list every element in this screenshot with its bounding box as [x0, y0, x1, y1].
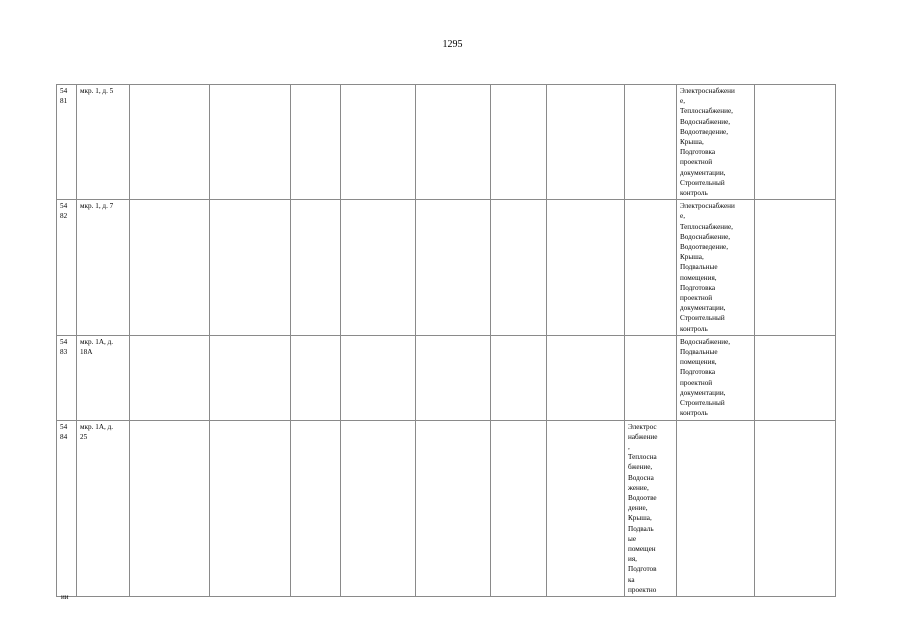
page-number: 1295 [442, 39, 463, 50]
address-cell: мкр. 1, д. 5 [77, 85, 130, 200]
empty-cell [416, 335, 491, 420]
empty-cell [491, 85, 547, 200]
table-row [57, 200, 836, 336]
empty-cell [416, 200, 491, 336]
empty-cell [755, 420, 836, 596]
empty-cell [130, 335, 210, 420]
work-types-cell: Электроснабжени е, Теплоснабжение, Водоснабжение, Водоотведение, Крыша, Подвальные помещения, Подготовка проектной документации, Строительный контроль [677, 200, 755, 336]
empty-cell [547, 85, 625, 200]
empty-cell [341, 420, 416, 596]
work-types-cell [677, 420, 755, 596]
empty-cell [416, 85, 491, 200]
empty-cell [491, 200, 547, 336]
empty-cell [341, 85, 416, 200]
empty-cell [547, 200, 625, 336]
empty-cell [755, 335, 836, 420]
empty-cell [416, 420, 491, 596]
repair-schedule-table [56, 84, 836, 597]
page-footer-text: ии [61, 593, 69, 601]
empty-cell [291, 420, 341, 596]
row-number-cell: 54 83 [57, 335, 77, 420]
table-row [57, 335, 836, 420]
row-number-cell: 54 81 [57, 85, 77, 200]
empty-cell [130, 85, 210, 200]
empty-cell [210, 335, 291, 420]
empty-cell [491, 420, 547, 596]
work-types-narrow-cell [625, 85, 677, 200]
table-row [57, 85, 836, 200]
empty-cell [547, 420, 625, 596]
empty-cell [491, 335, 547, 420]
table-row [57, 420, 836, 596]
address-cell: мкр. 1А, д. 18А [77, 335, 130, 420]
row-number-cell: 54 82 [57, 200, 77, 336]
empty-cell [755, 200, 836, 336]
empty-cell [341, 335, 416, 420]
empty-cell [547, 335, 625, 420]
empty-cell [755, 85, 836, 200]
empty-cell [291, 200, 341, 336]
row-number-cell: 54 84 [57, 420, 77, 596]
empty-cell [291, 335, 341, 420]
empty-cell [210, 85, 291, 200]
empty-cell [341, 200, 416, 336]
work-types-cell: Электроснабжени е, Теплоснабжение, Водоснабжение, Водоотведение, Крыша, Подготовка проектной документации, Строительный контроль [677, 85, 755, 200]
address-cell: мкр. 1, д. 7 [77, 200, 130, 336]
empty-cell [210, 420, 291, 596]
empty-cell [130, 200, 210, 336]
work-types-narrow-cell [625, 335, 677, 420]
address-cell: мкр. 1А, д. 25 [77, 420, 130, 596]
empty-cell [210, 200, 291, 336]
work-types-narrow-cell: Электрос набжение , Теплосна бжение, Водосна жение, Водоотве дение, Крыша, Подваль ые помещен ия, Подготов ка проектно [625, 420, 677, 596]
empty-cell [130, 420, 210, 596]
work-types-cell: Водоснабжение, Подвальные помещения, Подготовка проектной документации, Строительный контроль [677, 335, 755, 420]
empty-cell [291, 85, 341, 200]
work-types-narrow-cell [625, 200, 677, 336]
